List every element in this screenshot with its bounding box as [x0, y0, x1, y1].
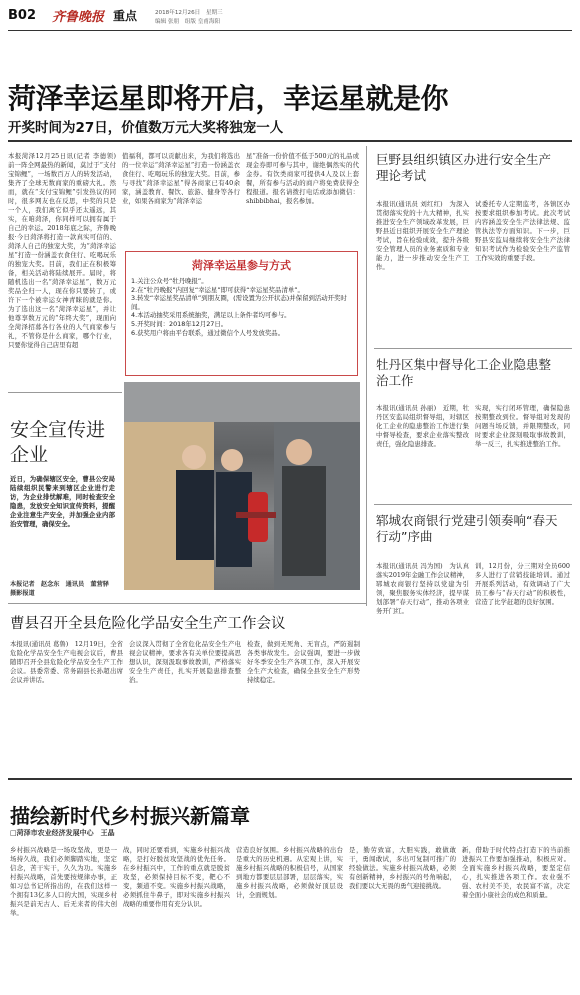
bank-title: 郓城农商银行党建引领奏响“春天行动”序曲 — [376, 513, 558, 544]
mudan-col-2: 实现，实行闭环管理，确保隐患按期整改到位。督导组对发现的问题当场反馈，并限期整改，同时要求企业深刻吸取事故教训，举一反三，扎实推进整治工作。 — [475, 404, 570, 448]
safety-photo — [124, 382, 360, 590]
rules-box — [125, 251, 358, 376]
rules-list — [131, 277, 352, 337]
rural-col-2: 战，同时还要看到，实施乡村振兴战略，是打好脱贫攻坚战的优先任务。在乡村振兴中，工作的重点就是脱贫攻坚，必须保持目标不变，靶心不变，频道不变。实施乡村振兴战略，必须抓住牛鼻子，即对实施乡村振兴战略的重要作用有充分认识。 — [123, 846, 230, 908]
column-divider — [366, 146, 367, 606]
rules-item: 4.本活动抽奖采用系统抽奖，满足以上条件者均可参与。 — [131, 311, 291, 320]
rural-col-4: 是，勤劳致富，大胆实践，敢做敢干，勇闯敢试，多出可复制可推广的经验做法。实施乡村振兴战略，必须有创新精神，乡村振兴的号角响起，我们要以大无畏的勇气迎接挑战。 — [349, 846, 456, 890]
safety-promo-title: 安全宣传进企业 — [10, 419, 106, 466]
rural-col-1: 乡村振兴战略是一场攻坚战，更是一场持久战，我们必须脚踏实地，坚定信念，苦干实干，久久为功。实施乡村振兴战略，首先要按规律办事，正如习总书记所指出的，在我们这样一个拥有13亿多人口的大国，实现乡村振兴是前无古人、后无来者的伟大创举。 — [10, 846, 117, 917]
caoxian-col-1: 本报讯(通讯员 葛鲁) 12月19日，全省危险化学品安全生产电视会议后，曹县随即召开全县危险化学品安全生产工作会议。县委常委、常务副县长孙超出席会议并讲话。 — [10, 640, 123, 684]
juye-col-1: 本报讯(通讯员 刘红红) 为深入贯彻落实党的十九大精神，扎实推进安全生产领域改革发展，巨野县近日组织开展安全生产理论考试，旨在检验成效，提升各级安全管理人员的业务素质和专业能力，进一步推动安全生产工作。 — [376, 200, 469, 271]
caoxian-col-2: 会议深入贯彻了全省危化品安全生产电视会议精神，要求各有关单位要提高思想认识，深刻汲取事故教训，严格落实安全生产责任，扎实开展隐患排查整治。 — [129, 640, 241, 684]
rural-title: 描绘新时代乡村振兴新篇章 — [10, 804, 250, 828]
top-story-col-3: 星”准备一份价值不低于500元的礼品或现金券即可参与其中，谢绝偶然实的代金券。有饮类商家可提供4人及以上套餐，所有参与活动的商户将免费获得全程报道。报名请拨打电话或添加微信：shibbibhai，报名参加。 — [246, 152, 359, 205]
section-tag: 重点 — [113, 9, 138, 23]
rules-item: 3.转发“幸运星奖品清单”到朋友圈，(需设置为公开状态)并保留到活动开奖时间。 — [131, 294, 347, 311]
section-rule — [8, 778, 572, 780]
masthead-logo: 齐鲁晚报 — [52, 10, 105, 25]
rural-col-5: 新，借助于时代特点打造下的当前推进振兴工作要加强推动，积极应对。全面实施乡村振兴战略，要坚定信心，扎实推进各项工作。农业强不强、农村美不美，农民富不富，决定着全面小康社会的成色和质量。 — [462, 846, 570, 899]
juye-title: 巨野县组织镇区办进行安全生产理论考试 — [376, 152, 552, 183]
header-rule — [8, 30, 572, 31]
main-headline: 菏泽幸运星即将开启，幸运星就是你 — [8, 82, 449, 115]
editor-credits: 编辑 张朋 组版 皇甫海阳 — [155, 19, 221, 25]
bank-col-1: 本报讯(通讯员 冯为国) 为认真落实2019年金融工作会议精神，郓城农商银行坚持以党建为引领，聚焦服务实体经济，提早谋划部署“春天行动”，推动各项业务开门红。 — [376, 562, 469, 615]
rural-byline: □菏泽市农业经济发展中心 王晶 — [10, 829, 115, 837]
page-code: B02 — [8, 8, 36, 23]
rules-box-title: 菏泽幸运星参与方式 — [192, 259, 291, 272]
rules-item: 1.关注公众号“牡丹晚报”。 — [131, 277, 208, 285]
safety-promo-credit: 本报记者 赵念东 通讯员 董营驿 摄影报道 — [10, 581, 116, 597]
bank-col-2: 训，12月份，分三期对全员600多人进行了营销技能培训。通过开展系列活动，有效调动了广大员工参与“春天行动”的积极性，营造了比学赶超的良好氛围。 — [475, 562, 570, 606]
rules-item: 2.在“牡丹晚报”内回复“幸运星”即可获得“幸运星奖品清单”。 — [131, 285, 304, 294]
juye-col-2: 试委托专人定期监考，各镇区办按要求组织参加考试。此次考试内容涵盖安全生产法律法规、监管执法等方面知识。下一步，巨野县安监局继续将安全生产法律知识考试作为检验安全生产监管工作实效的重要手段。 — [475, 200, 570, 262]
top-story-col-1: 本报菏泽12月25日讯(记者 李德领) 前一阵全网最热的新闻，莫过于“支付宝锦鲤”，一场数百万人的转发活动，集齐了全球无数商家的重磅大礼。然而，就在“支付宝锦鲤”引发热议的同时，很多网友也在反思，中奖的只是一个人，我们离它似乎还太遥远，其实，在咱菏泽，你同样可以拥有属于自己的幸运。2018年底之际，齐鲁晚报·今日菏泽将打造一款真实可信的、菏泽人自己的独宠大奖，为“菏泽幸运星”打造一份涵盖衣食住行、吃喝玩乐的独宠大奖。目前，我们正在积极筹备，相关活动将陆续展开。届时，将随机选出一名“菏泽幸运星”，数万元奖品全归一人，现在你只要转了，或许下一个被幸运女神青睐的就是你。为了选出这一名“菏泽幸运星”，并让他尊享数万元的“年终大奖”，现面向全菏泽招募各行各业的人气商家参与礼，不管你是什么商家，哪个行业，只要你觉得自己店里有超 — [8, 152, 123, 349]
headline-rule — [8, 140, 572, 142]
mudan-col-1: 本报讯(通讯员 孙丽) 近期，牡丹区安监局组织督导组，对辖区化工企业的隐患整治工作进行集中督导检查，要求企业落实整改责任，强化隐患排查。 — [376, 404, 469, 448]
divider — [374, 504, 572, 505]
safety-promo-body: 近日，为确保辖区安全，曹县公安局陆续组织民警来到辖区企业进行走访，为企业排忧解难，同时检查安全隐患，发放安全知识宣传资料，提醒企业注意生产安全，并加强企业内部治安管理，确保安全。 — [10, 475, 115, 528]
rules-item: 5.开奖时间：2018年12月27日。 — [131, 319, 228, 328]
divider — [8, 392, 122, 393]
issue-date: 2018年12月26日 星期三 — [155, 10, 223, 16]
mudan-title: 牡丹区集中督导化工企业隐患整治工作 — [376, 357, 552, 388]
divider — [374, 348, 572, 349]
rules-item: 6.获奖用户将由平台联系，通过微信个人号发放奖品。 — [131, 328, 285, 337]
caoxian-col-3: 检查，做到无死角、无盲点，严防遏制各类事故发生。会议强调，要进一步做好冬季安全生产各项工作，深入开展安全生产大检查，确保全县安全生产形势持续稳定。 — [247, 640, 360, 684]
rural-col-3: 营造良好氛围。乡村振兴战略的出台是重大的历史机遇。从宏观上讲，实施乡村振兴战略的积极信号，从国家到地方都要层层部署，层层落实，实施乡村振兴战略，必须做好顶层设计，全面规划。 — [236, 846, 343, 899]
divider — [8, 603, 366, 604]
safety-photo-illustration — [124, 382, 360, 590]
main-subhead: 开奖时间为27日，价值数万元大奖将独宠一人 — [8, 120, 284, 136]
caoxian-title: 曹县召开全县危险化学品安全生产工作会议 — [10, 616, 286, 632]
top-story-col-2: 值福利，都可以贡献出来，为我们将选出的一位幸运“菏泽幸运星”打造一份涵盖衣食住行、吃喝玩乐的独宠大奖。目前，参与寻找“菏泽幸运星”得各商家已有40余家，涵盖教育、餐饮、旅游、健身等各行业，如果各商家为“菏泽幸运 — [122, 152, 240, 205]
